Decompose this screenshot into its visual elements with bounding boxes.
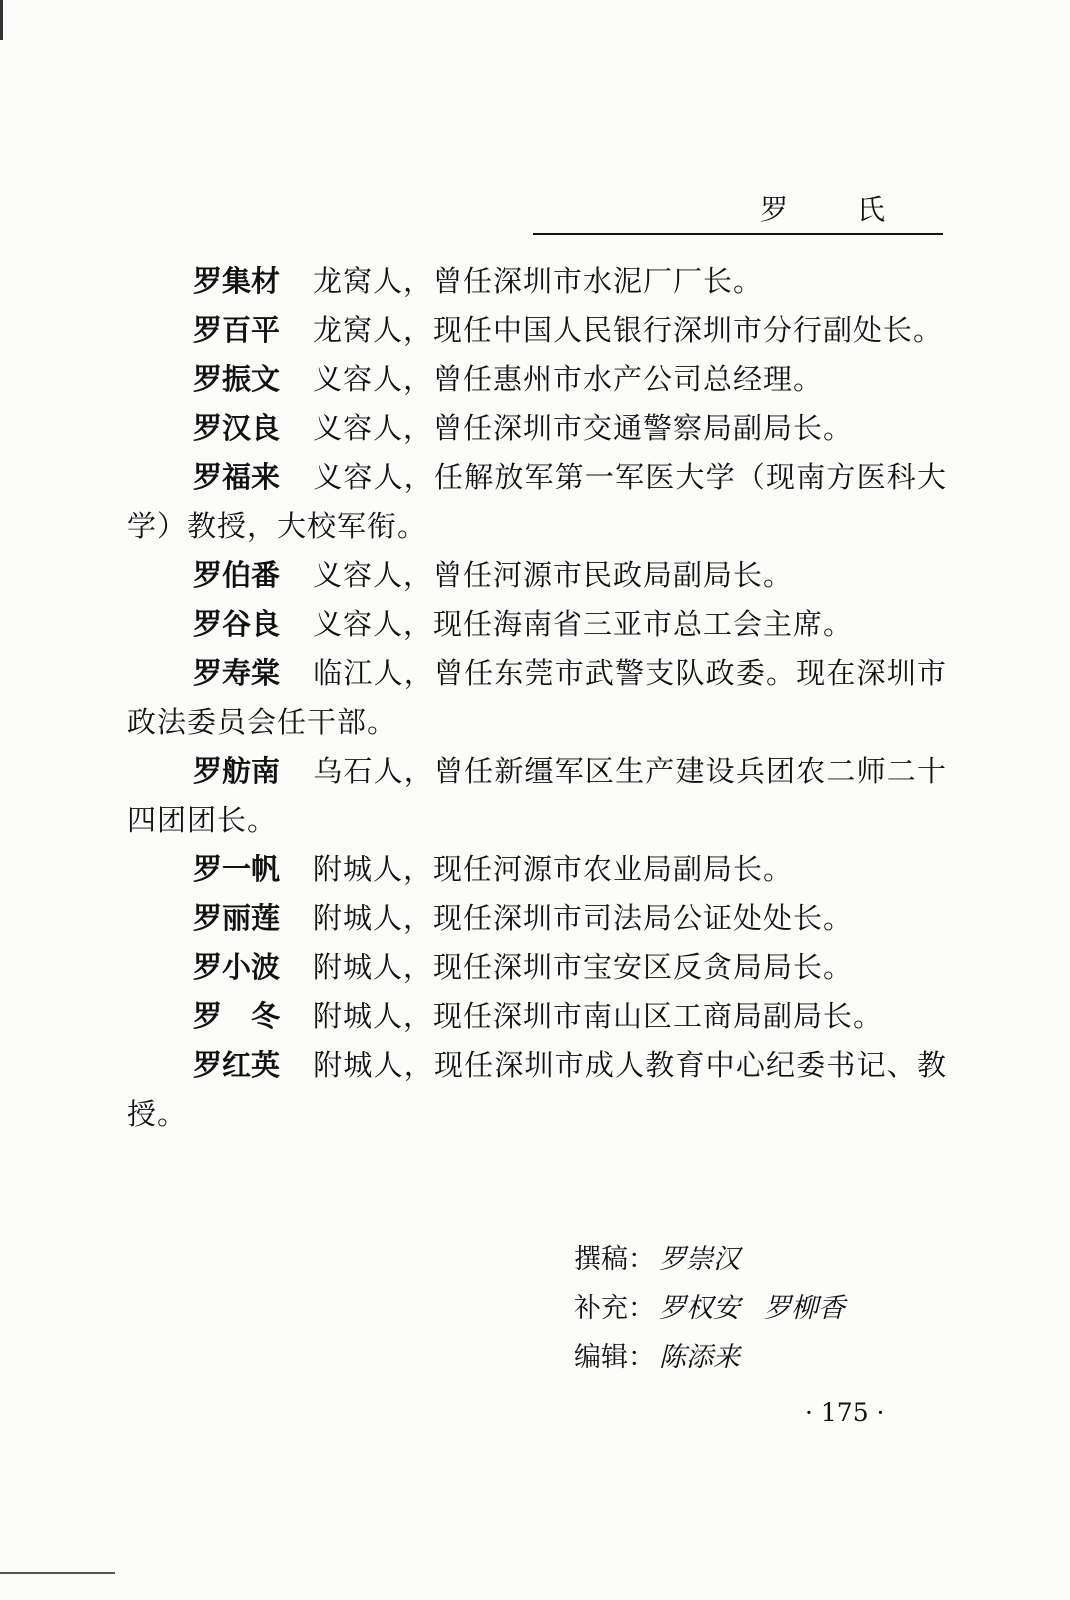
credit-label: 撰稿： xyxy=(574,1244,655,1275)
credit-person-name: 罗柳香 xyxy=(764,1293,845,1324)
person-name: 罗 冬 xyxy=(193,999,281,1033)
biography-entry xyxy=(127,894,947,943)
biography-entry xyxy=(127,992,947,1041)
scan-edge-mark xyxy=(0,0,3,40)
person-description: 附城人，现任深圳市司法局公证处处长。 xyxy=(313,901,854,935)
person-description: 附城人，现任深圳市宝安区反贪局局长。 xyxy=(313,950,854,984)
biography-entry xyxy=(127,600,947,649)
credit-person-name: 罗权安 xyxy=(659,1293,740,1324)
person-name: 罗福来 xyxy=(193,460,281,494)
person-name: 罗谷良 xyxy=(193,607,281,641)
person-name: 罗集材 xyxy=(193,264,281,298)
person-description: 附城人，现任深圳市南山区工商局副局长。 xyxy=(313,999,884,1033)
biography-entry xyxy=(127,943,947,992)
credit-line xyxy=(574,1284,869,1333)
biography-entry xyxy=(127,306,947,355)
biography-entry xyxy=(127,649,947,747)
person-description: 临江人，曾任东莞市武警支队政委。现在深圳市政法委员会任干部。 xyxy=(127,656,947,739)
person-name: 罗伯番 xyxy=(193,558,281,592)
credit-person-name: 陈添来 xyxy=(659,1342,740,1373)
header-rule xyxy=(533,233,943,235)
credit-label: 补充： xyxy=(574,1293,655,1324)
person-name: 罗一帆 xyxy=(193,852,281,886)
person-description: 龙窝人，现任中国人民银行深圳市分行副处长。 xyxy=(313,313,944,347)
credit-person-name: 罗崇汉 xyxy=(659,1244,740,1275)
page-number: · 175 · xyxy=(805,1398,885,1427)
credit-line xyxy=(574,1235,869,1284)
scan-bottom-mark xyxy=(0,1572,115,1574)
person-name: 罗丽莲 xyxy=(193,901,281,935)
credits-block xyxy=(574,1235,869,1382)
person-description: 乌石人，曾任新缰军区生产建设兵团农二师二十四团团长。 xyxy=(127,754,947,837)
biography-entry xyxy=(127,845,947,894)
biography-entry xyxy=(127,551,947,600)
person-description: 附城人，现任深圳市成人教育中心纪委书记、教授。 xyxy=(127,1048,947,1131)
biography-entry xyxy=(127,453,947,551)
person-name: 罗百平 xyxy=(193,313,281,347)
person-description: 义容人，任解放军第一军医大学（现南方医科大学）教授，大校军衔。 xyxy=(127,460,947,543)
person-description: 龙窝人，曾任深圳市水泥厂厂长。 xyxy=(313,264,764,298)
credit-label: 编辑： xyxy=(574,1342,655,1373)
biography-entry xyxy=(127,257,947,306)
person-name: 罗汉良 xyxy=(193,411,281,445)
person-description: 附城人，现任河源市农业局副局长。 xyxy=(313,852,794,886)
biography-entry xyxy=(127,355,947,404)
running-head: 罗 氏 xyxy=(760,193,915,226)
biography-entry xyxy=(127,1041,947,1139)
person-description: 义容人，现任海南省三亚市总工会主席。 xyxy=(313,607,854,641)
person-name: 罗振文 xyxy=(193,362,281,396)
person-name: 罗红英 xyxy=(193,1048,281,1082)
credit-line xyxy=(574,1333,869,1382)
person-name: 罗寿棠 xyxy=(193,656,281,690)
person-description: 义容人，曾任深圳市交通警察局副局长。 xyxy=(313,411,854,445)
person-name: 罗舫南 xyxy=(193,754,281,788)
person-description: 义容人，曾任惠州市水产公司总经理。 xyxy=(313,362,824,396)
biography-list xyxy=(127,257,947,1139)
biography-entry xyxy=(127,404,947,453)
person-name: 罗小波 xyxy=(193,950,281,984)
person-description: 义容人，曾任河源市民政局副局长。 xyxy=(313,558,794,592)
biography-entry xyxy=(127,747,947,845)
